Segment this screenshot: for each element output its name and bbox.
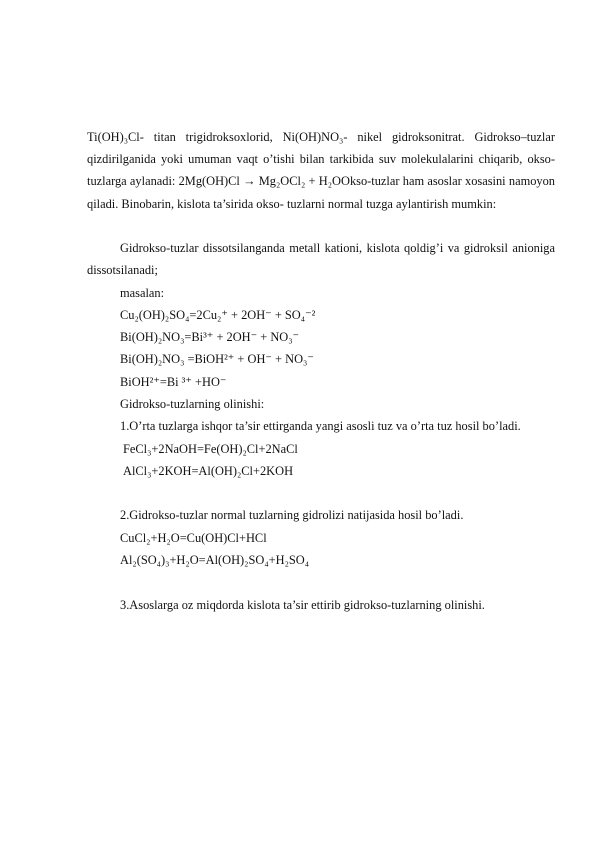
- dissociation-equation-3: Bi(OH)₂NO₃ =BiOH²⁺ + OH⁻ + NO₃⁻: [120, 352, 314, 367]
- dissociation-equation-4: BiOH²⁺=Bi ³⁺ +HO⁻: [120, 374, 227, 389]
- blank-line: [87, 482, 555, 504]
- method-1-equation-1: FeCl₃+2NaOH=Fe(OH)₂Cl+2NaCl: [123, 441, 298, 456]
- dissociation-equation-2: Bi(OH)₂NO₃=Bi³⁺ + 2OH⁻ + NO₃⁻: [120, 330, 300, 345]
- blank-line: [87, 215, 555, 237]
- method-2-text: 2.Gidrokso-tuzlar normal tuzlarning gidrolizi natijasida hosil bo’ladi.: [120, 508, 464, 523]
- method-1-text: 1.O’rta tuzlarga ishqor ta’sir ettirganda yangi asosli tuz va o’rta tuz hosil bo’ladi.: [120, 419, 521, 434]
- formation-heading: Gidrokso-tuzlarning olinishi:: [120, 397, 265, 411]
- paragraph-dissociation: Gidrokso-tuzlar dissotsilanganda metall kationi, kislota qoldig’i va gidroksil anioniga dissotsilanadi;: [87, 241, 555, 278]
- document-body: [87, 126, 555, 616]
- blank-line: [87, 571, 555, 593]
- paragraph-intro: Ti(OH)₃Cl- titan trigidroksoxlorid, Ni(OH)NO₃- nikel gidroksonitrat. Gidrokso–tuzlar qizdirilganida yoki umuman vaqt o’tishi bilan tarkibida suv molekulalarini chiqarib, okso-tuzlarga aylanadi: 2Mg(OH)Cl → Mg₂OCl₂ + H₂OOkso-tuzlar ham asoslar xosasini namoyon qiladi. Binobarin, kislota ta’sirida okso- tuzlarni normal tuzga aylantirish mumkin:: [87, 130, 555, 211]
- dissociation-equation-1: Cu₂(OH)₂SO₄=2Cu₂⁺ + 2OH⁻ + SO₄⁻²: [120, 307, 316, 322]
- example-label: masalan:: [120, 285, 165, 300]
- method-3-text: 3.Asoslarga oz miqdorda kislota ta’sir ettirib gidrokso-tuzlarning olinishi.: [120, 597, 485, 612]
- method-1-equation-2: AlCl₃+2KOH=Al(OH)₂Cl+2KOH: [123, 463, 294, 478]
- method-2-equation-1: CuCl₂+H₂O=Cu(OH)Cl+HCl: [120, 530, 267, 545]
- method-2-equation-2: Al₂(SO₄)₃+H₂O=Al(OH)₂SO₄+H₂SO₄: [120, 552, 310, 567]
